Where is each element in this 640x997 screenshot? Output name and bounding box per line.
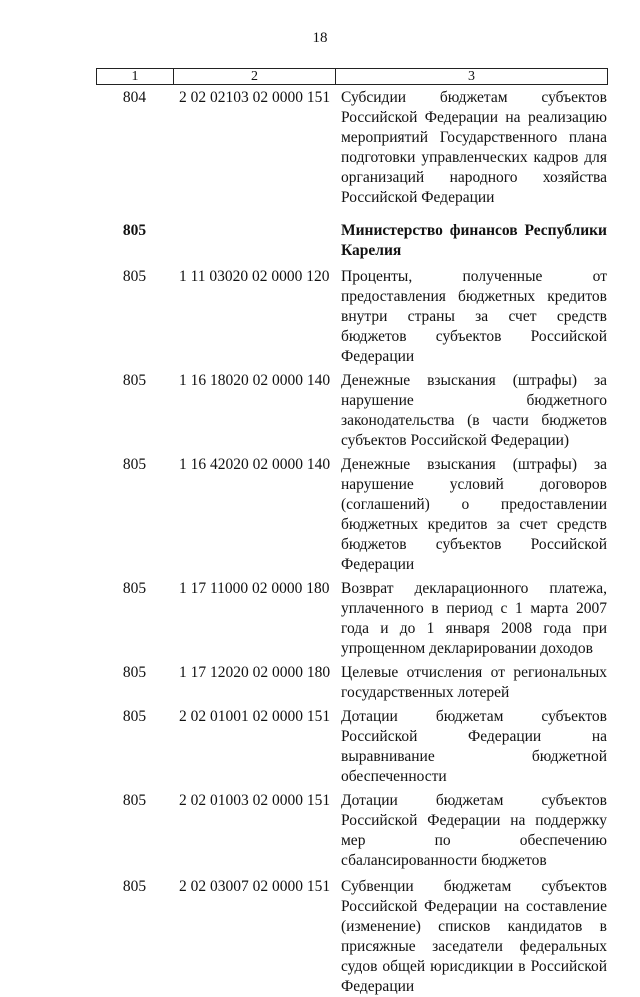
table-row — [96, 663, 616, 703]
revenue-name: Возврат декларационного платежа, уплаченного в период с 1 марта 2007 года и до 1 января 2008 года при упрощенном декларировании доходов — [341, 580, 607, 657]
admin-code: 805 — [122, 878, 147, 895]
revenue-name: Субвенции бюджетам субъектов Российской Федерации на составление (изменение) списков кандидатов в присяжные заседатели федеральных судов общей юрисдикции в Российской Федерации — [341, 878, 607, 995]
table-row — [96, 707, 616, 787]
table-row — [96, 371, 616, 451]
revenue-name: Дотации бюджетам субъектов Российской Федерации на поддержку мер по обеспечению сбалансированности бюджетов — [341, 792, 607, 869]
revenue-code — [173, 221, 339, 261]
table-row — [96, 455, 616, 575]
revenue-name: Проценты, полученные от предоставления бюджетных кредитов внутри страны за счет средств бюджетов субъектов Российской Федерации — [341, 268, 607, 365]
revenue-name: Денежные взыскания (штрафы) за нарушение бюджетного законодательства (в части бюджетов субъектов Российской Федерации) — [341, 372, 607, 449]
revenue-code: 2 02 01003 02 0000 151 — [179, 792, 331, 809]
revenue-code: 1 17 11000 02 0000 180 — [179, 580, 330, 597]
revenue-name: Субсидии бюджетам субъектов Российской Федерации на реализацию мероприятий Государственного плана подготовки управленческих кадров для организаций народного хозяйства Российской Федерации — [341, 89, 607, 206]
header-col-3: 3 — [468, 69, 475, 84]
table-header — [96, 68, 608, 85]
admin-code: 805 — [122, 708, 147, 725]
admin-code: 805 — [122, 580, 147, 597]
revenue-code: 1 16 18020 02 0000 140 — [179, 372, 331, 389]
header-col-1: 1 — [97, 69, 174, 84]
page-number: 18 — [312, 30, 328, 46]
table-row — [96, 791, 616, 871]
header-col-2: 2 — [174, 69, 336, 84]
revenue-code: 1 16 42020 02 0000 140 — [179, 456, 331, 473]
table-body — [96, 88, 616, 997]
table-row — [96, 579, 616, 659]
admin-code: 804 — [122, 89, 147, 106]
revenue-code: 1 17 12020 02 0000 180 — [179, 664, 331, 681]
admin-code: 805 — [122, 372, 147, 389]
table-row — [96, 267, 616, 367]
revenue-name: Дотации бюджетам субъектов Российской Федерации на выравнивание бюджетной обеспеченности — [341, 708, 607, 785]
admin-code: 805 — [122, 456, 147, 473]
admin-code: 805 — [122, 664, 147, 681]
revenue-name: Денежные взыскания (штрафы) за нарушение условий договоров (соглашений) о предоставлении бюджетных кредитов за счет средств бюджетов субъектов Российской Федерации — [341, 456, 607, 573]
ministry-title: Министерство финансов Республики Карелия — [341, 222, 607, 259]
revenue-name: Целевые отчисления от региональных государственных лотерей — [341, 664, 607, 701]
admin-code: 805 — [122, 222, 147, 239]
admin-code: 805 — [122, 792, 147, 809]
revenue-code: 2 02 03007 02 0000 151 — [179, 878, 331, 895]
admin-code: 805 — [122, 268, 147, 285]
revenue-code: 2 02 01001 02 0000 151 — [179, 708, 331, 725]
table-row — [96, 88, 616, 208]
table-row — [96, 221, 616, 261]
revenue-code: 2 02 02103 02 0000 151 — [179, 89, 331, 106]
revenue-code: 1 11 03020 02 0000 120 — [179, 268, 330, 285]
table-row — [96, 877, 616, 997]
